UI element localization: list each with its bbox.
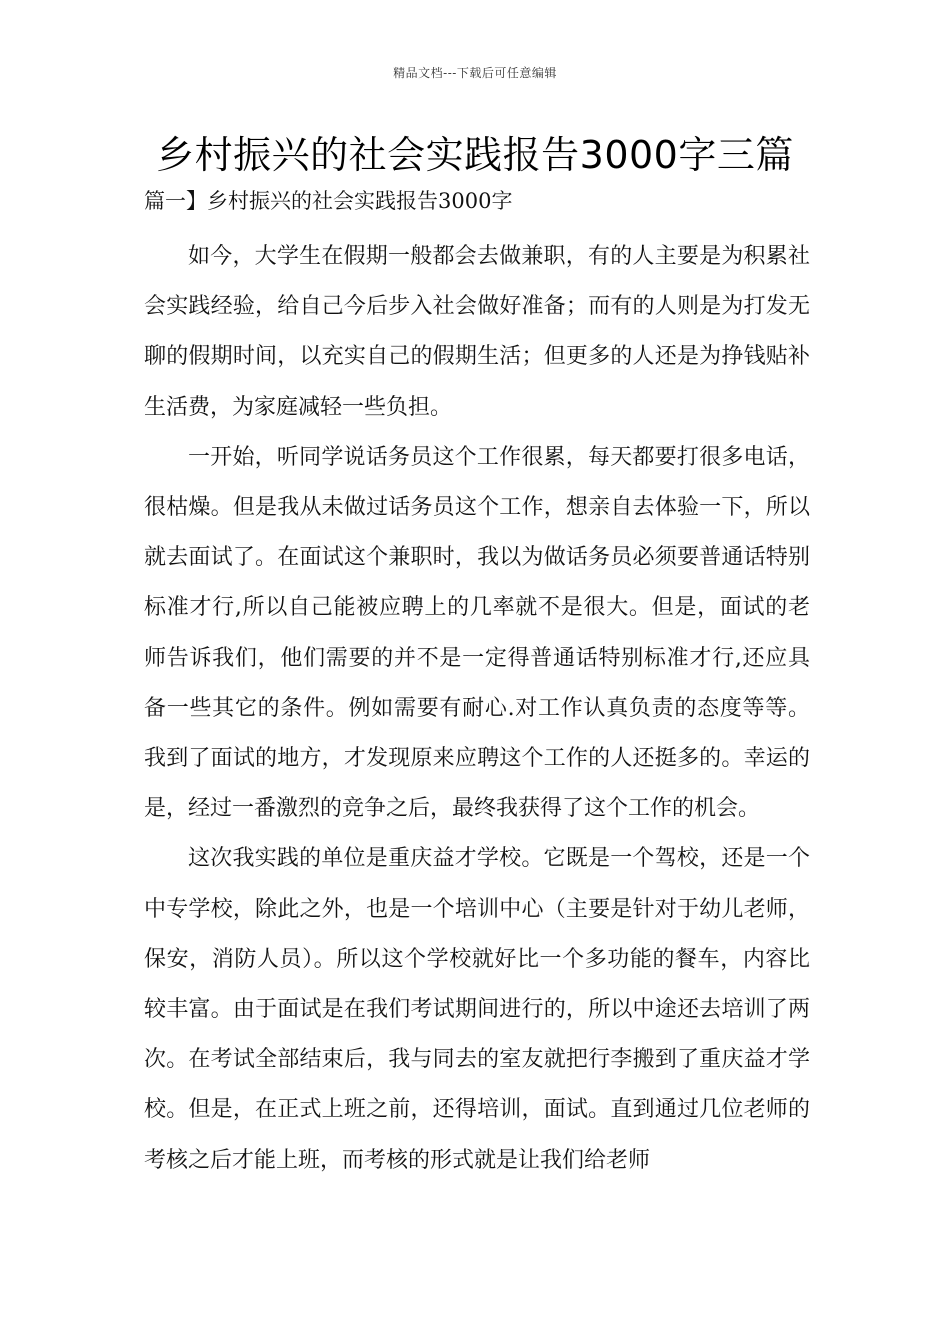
document-body (144, 232, 810, 1186)
document-title: 乡村振兴的社会实践报告3000字三篇 (156, 133, 794, 177)
paragraph-2: 一开始，听同学说话务员这个工作很累，每天都要打很多电话，很枯燥。但是我从未做过话务员这个工作，想亲自去体验一下，所以就去面试了。在面试这个兼职时，我以为做话务员必须要普通话特别标准才行,所以自己能被应聘上的几率就不是很大。但是，面试的老师告诉我们，他们需要的并不是一定得普通话特别标准才行,还应具备一些其它的条件。例如需要有耐心.对工作认真负责的态度等等。我到了面试的地方，才发现原来应聘这个工作的人还挺多的。幸运的是，经过一番激烈的竞争之后，最终我获得了这个工作的机会。 (144, 444, 810, 822)
page-header: 精品文档---下载后可任意编辑 (393, 66, 557, 80)
paragraph-3: 这次我实践的单位是重庆益才学校。它既是一个驾校，还是一个中专学校，除此之外，也是一个培训中心（主要是针对于幼儿老师，保安，消防人员）。所以这个学校就好比一个多功能的餐车，内容比较丰富。由于面试是在我们考试期间进行的，所以中途还去培训了两次。在考试全部结束后，我与同去的室友就把行李搬到了重庆益才学校。但是，在正式上班之前，还得培训，面试。直到通过几位老师的考核之后才能上班，而考核的形式就是让我们给老师 (144, 846, 810, 1173)
section-heading: 篇一】乡村振兴的社会实践报告3000字 (144, 189, 513, 213)
paragraph-1: 如今，大学生在假期一般都会去做兼职，有的人主要是为积累社会实践经验，给自己今后步入社会做好准备；而有的人则是为打发无聊的假期时间，以充实自己的假期生活；但更多的人还是为挣钱贴补生活费，为家庭减轻一些负担。 (144, 244, 810, 420)
